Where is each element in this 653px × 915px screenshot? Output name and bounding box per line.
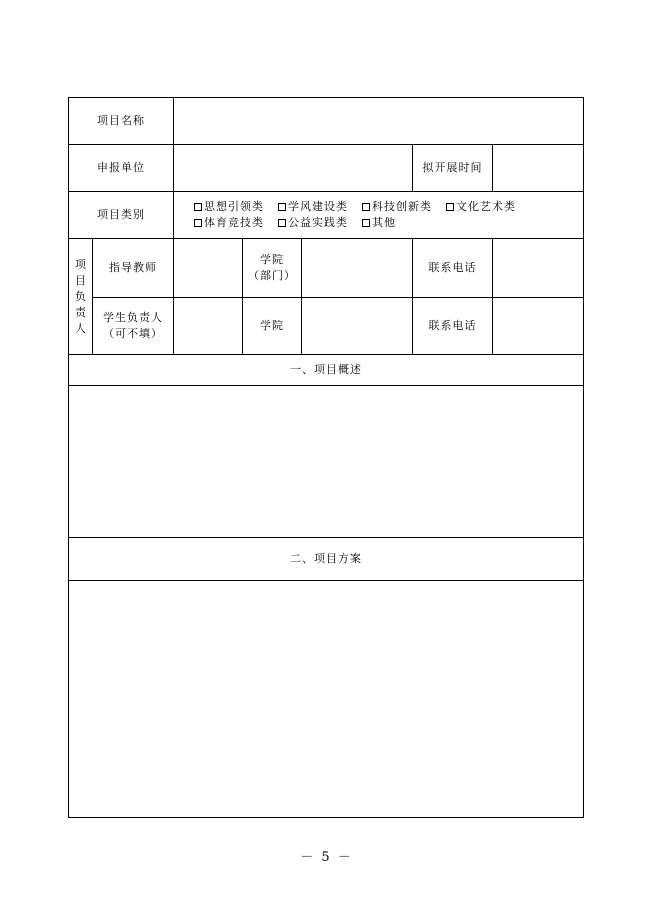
checkbox-icon[interactable] — [194, 203, 202, 211]
category-option-tech[interactable]: 科技创新类 — [362, 199, 432, 215]
category-row-1 — [194, 199, 516, 215]
checkbox-icon[interactable] — [194, 219, 202, 227]
student-leader-label-line2: （可不填） — [103, 327, 163, 340]
category-option-study[interactable]: 学风建设类 — [278, 199, 348, 215]
phone-label-1: 联系电话 — [428, 261, 477, 274]
leader-char-5: 人 — [75, 321, 86, 335]
project-name-label: 项目名称 — [97, 114, 145, 127]
teacher-field[interactable] — [173, 238, 243, 298]
category-option-culture[interactable]: 文化艺术类 — [446, 199, 516, 215]
unit-field[interactable] — [173, 144, 413, 192]
student-leader-field[interactable] — [173, 297, 243, 355]
college-dept-label-line2: （部门） — [248, 269, 296, 282]
leader-char-1: 项 — [75, 257, 86, 271]
section2-title: 二、项目方案 — [290, 552, 362, 565]
checkbox-icon[interactable] — [278, 219, 286, 227]
unit-label-cell — [68, 144, 174, 192]
college-label-2: 学院 — [260, 319, 284, 332]
page-number: － 5 － — [300, 850, 353, 865]
category-options — [194, 199, 516, 231]
category-options-cell — [173, 191, 584, 239]
checkbox-icon[interactable] — [278, 203, 286, 211]
college-field-2[interactable] — [301, 297, 413, 355]
phone-label-2: 联系电话 — [428, 319, 477, 332]
teacher-label-cell — [92, 238, 174, 298]
category-option-sports[interactable]: 体育竞技类 — [194, 215, 264, 231]
section1-title: 一、项目概述 — [290, 363, 362, 376]
project-name-field[interactable] — [173, 97, 584, 145]
section2-content-area[interactable] — [68, 580, 584, 818]
college-label-cell-2 — [242, 297, 302, 355]
unit-label: 申报单位 — [97, 161, 145, 174]
category-label: 项目类别 — [97, 208, 145, 221]
section1-title-cell — [68, 354, 584, 386]
category-label-cell — [68, 191, 174, 239]
leader-char-3: 负 — [75, 289, 86, 303]
leader-char-4: 责 — [75, 305, 86, 319]
college-dept-label-cell — [242, 238, 302, 298]
student-leader-label-line1: 学生负责人 — [103, 311, 163, 324]
category-option-other[interactable]: 其他 — [362, 215, 396, 231]
phone-label-cell-2 — [412, 297, 493, 355]
college-dept-label-line1: 学院 — [260, 253, 284, 266]
checkbox-icon[interactable] — [362, 203, 370, 211]
section2-title-cell — [68, 537, 584, 581]
leader-char-2: 目 — [75, 273, 86, 287]
checkbox-icon[interactable] — [362, 219, 370, 227]
phone-field-2[interactable] — [492, 297, 584, 355]
category-option-thought[interactable]: 思想引领类 — [194, 199, 264, 215]
checkbox-icon[interactable] — [446, 203, 454, 211]
college-field-1[interactable] — [301, 238, 413, 298]
section1-content-area[interactable] — [68, 385, 584, 538]
teacher-label: 指导教师 — [109, 261, 157, 274]
time-label: 拟开展时间 — [422, 161, 483, 174]
time-field[interactable] — [492, 144, 584, 192]
category-option-public[interactable]: 公益实践类 — [278, 215, 348, 231]
leader-group-label — [68, 238, 93, 355]
phone-field-1[interactable] — [492, 238, 584, 298]
student-leader-label-cell — [92, 297, 174, 355]
time-label-cell — [412, 144, 493, 192]
category-row-2 — [194, 215, 516, 231]
phone-label-cell-1 — [412, 238, 493, 298]
project-name-label-cell — [68, 97, 174, 145]
